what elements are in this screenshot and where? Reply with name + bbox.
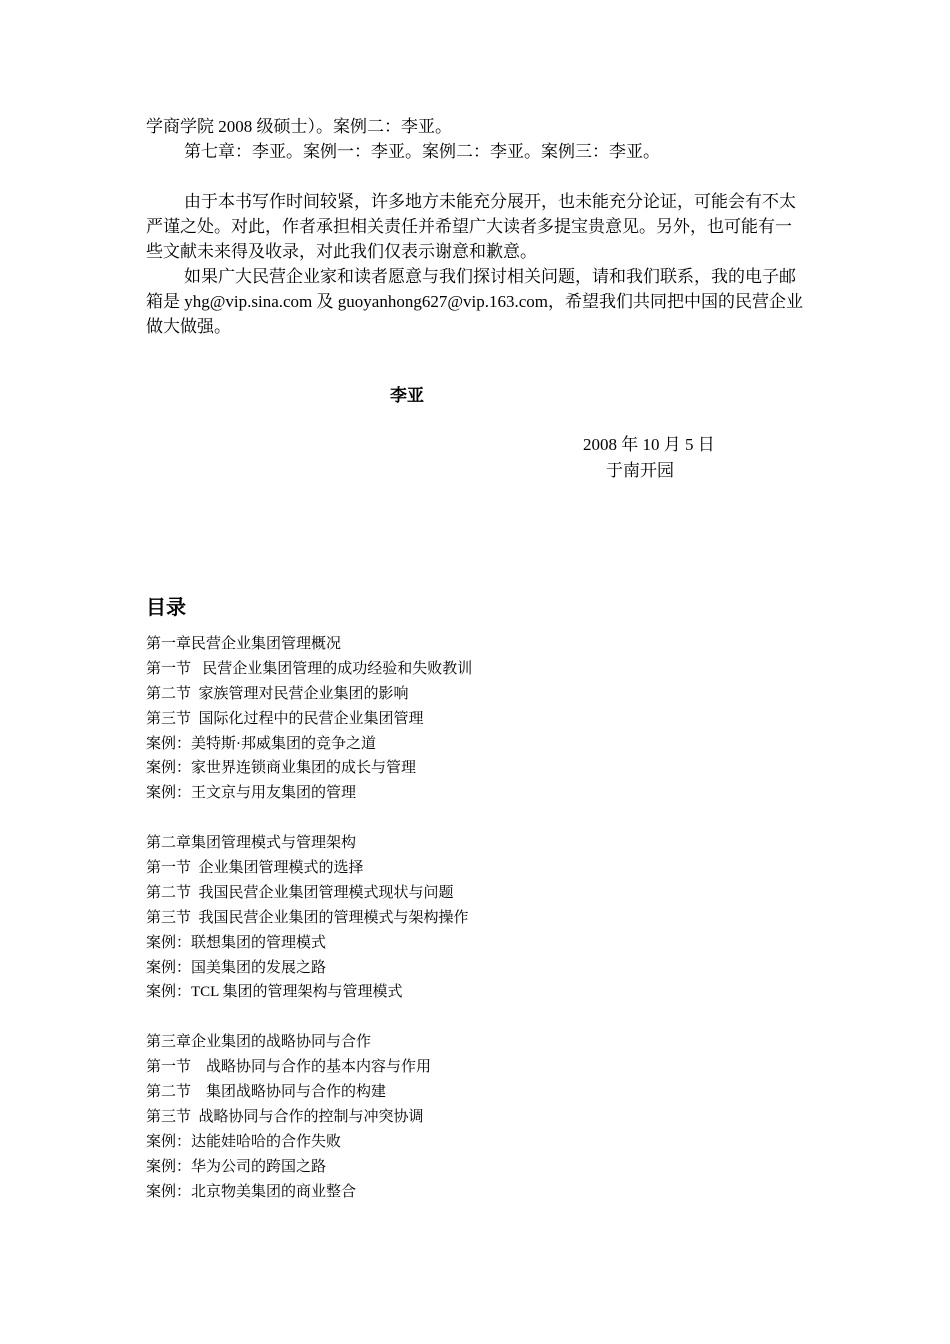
table-of-contents (146, 632, 806, 1229)
toc-section: 第三节 战略协同与合作的控制与冲突协调 (146, 1108, 424, 1125)
preface-line: 第七章：李亚。案例一：李亚。案例二：李亚。案例三：李亚。 (184, 142, 660, 161)
preface-closing (146, 189, 808, 339)
toc-section: 第二节 集团战略协同与合作的构建 (146, 1084, 387, 1101)
preface-place: 于南开园 (606, 461, 674, 480)
toc-chapter-2 (146, 831, 806, 1005)
toc-section: 第二节 我国民营企业集团管理模式现状与问题 (146, 884, 454, 901)
toc-case: 案例：达能娃哈哈的合作失败 (146, 1133, 342, 1150)
toc-case: 案例：国美集团的发展之路 (146, 959, 327, 976)
toc-case: 案例：家世界连锁商业集团的成长与管理 (146, 760, 417, 777)
toc-chapter-title: 第三章企业集团的战略协同与合作 (146, 1034, 372, 1051)
toc-chapter-1 (146, 632, 806, 806)
toc-section: 第一节 企业集团管理模式的选择 (146, 860, 364, 877)
toc-chapter-title: 第一章民营企业集团管理概况 (146, 636, 342, 652)
preface-paragraph: 由于本书写作时间较紧，许多地方未能充分展开，也未能充分论证，可能会有不太严谨之处。对此，作者承担相关责任并希望广大读者多提宝贵意见。另外，也可能有一些文献未来得及收录，对此我们仅表示谢意和歉意。 (146, 192, 796, 261)
toc-case: 案例：TCL 集团的管理架构与管理模式 (146, 984, 403, 1001)
author-signature: 李亚 (390, 386, 424, 406)
toc-case: 案例：华为公司的跨国之路 (146, 1158, 327, 1175)
toc-case: 案例：美特斯·邦威集团的竞争之道 (146, 735, 376, 752)
toc-section: 第一节 战略协同与合作的基本内容与作用 (146, 1059, 432, 1076)
toc-section: 第一节 民营企业集团管理的成功经验和失败教训 (146, 660, 473, 677)
preface-date: 2008 年 10 月 5 日 (583, 435, 715, 454)
preface-line: 学商学院 2008 级硕士）。案例二：李亚。 (146, 117, 452, 136)
toc-heading: 目录 (146, 595, 186, 619)
preface-continuation (146, 114, 808, 164)
toc-case: 案例：北京物美集团的商业整合 (146, 1183, 357, 1200)
toc-section: 第二节 家族管理对民营企业集团的影响 (146, 685, 409, 702)
toc-section: 第三节 国际化过程中的民营企业集团管理 (146, 710, 424, 727)
toc-chapter-title: 第二章集团管理模式与管理架构 (146, 835, 357, 852)
toc-case: 案例：王文京与用友集团的管理 (146, 785, 357, 802)
preface-paragraph: 如果广大民营企业家和读者愿意与我们探讨相关问题，请和我们联系，我的电子邮箱是 yhg@vip.sina.com 及 guoyanhong627@vip.163.com，希望我们共同把中国的民营企业做大做强。 (146, 267, 803, 336)
toc-case: 案例：联想集团的管理模式 (146, 934, 327, 951)
toc-chapter-3 (146, 1030, 806, 1204)
toc-section: 第三节 我国民营企业集团的管理模式与架构操作 (146, 909, 469, 926)
